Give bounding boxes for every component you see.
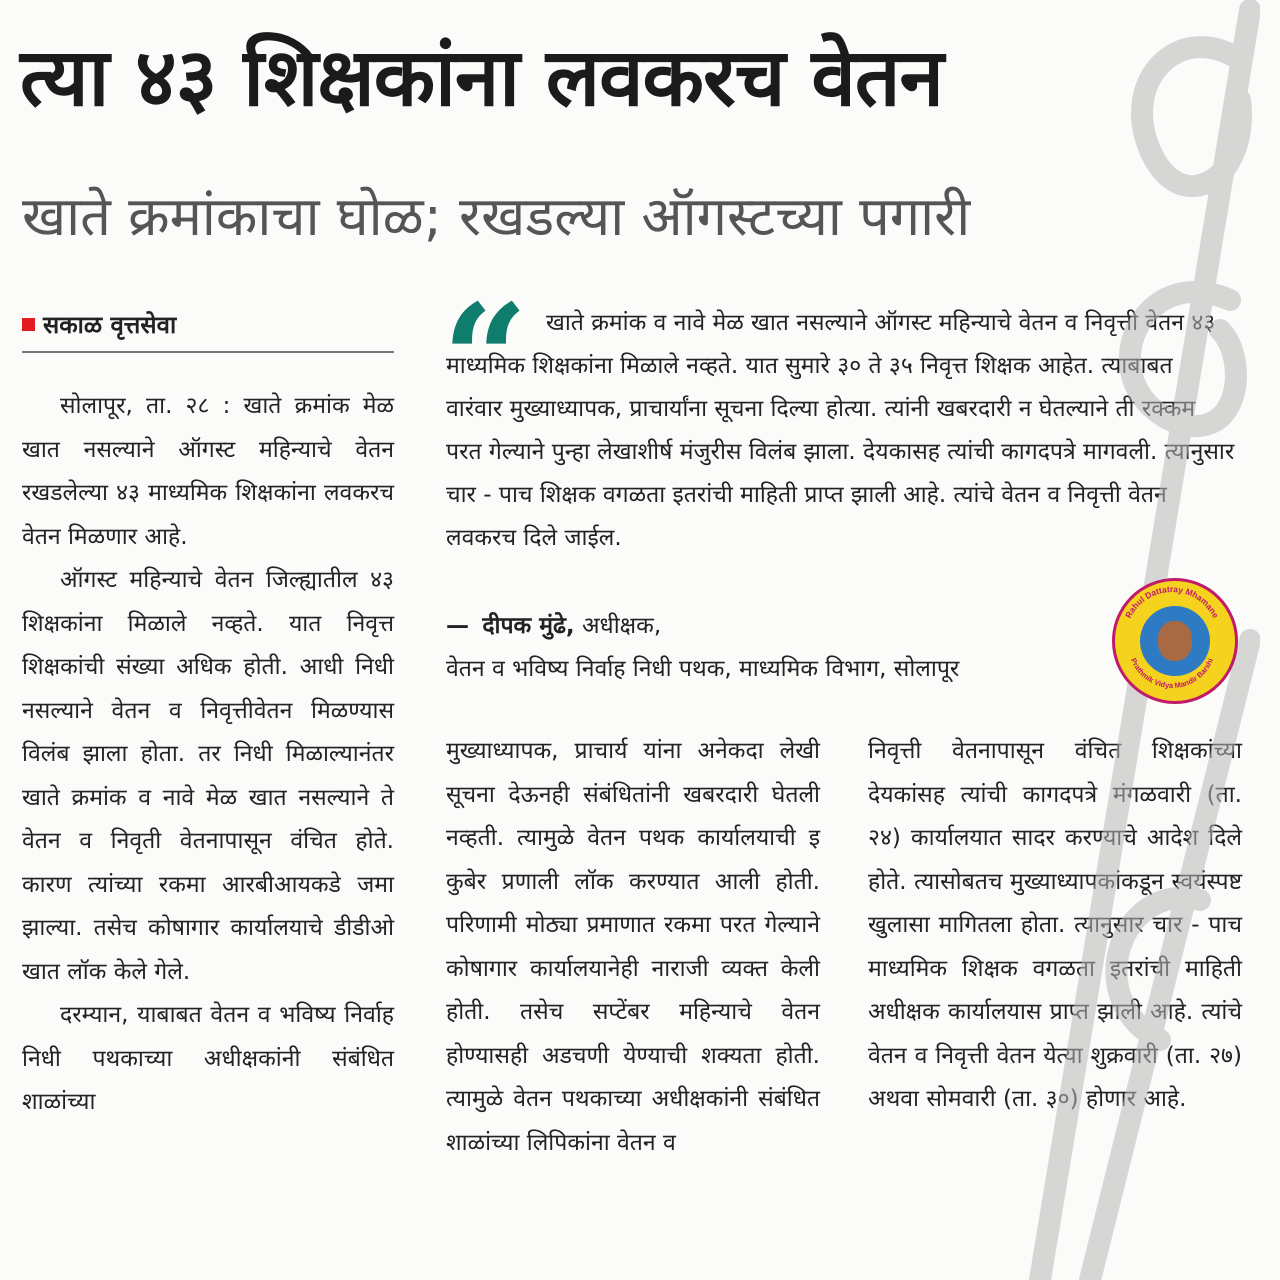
badge-top-text: Rahul Dattatray Mhamane — [1123, 583, 1221, 620]
paragraph: मुख्याध्यापक, प्राचार्य यांना अनेकदा लेखी सूचना देऊनही संबंधितांनी खबरदारी घेतली नव्हती. त्यामुळे वेतन पथक कार्यालयाची इ कुबेर प्रणाली लॉक करण्यात आली होती. परिणामी मोठ्या प्रमाणात रकमा परत गेल्याने कोषागार कार्यालयानेही नाराजी व्यक्त केली होती. तसेच सप्टेंबर महिन्याचे वेतन होण्यासही अडचणी येण्याची शक्यता होती. त्यामुळे वेतन पथकाच्या अधीक्षकांनी संबंधित शाळांच्या लिपिकांना वेतन व — [446, 738, 820, 1156]
pull-quote — [446, 302, 1236, 560]
badge-text — [1112, 578, 1232, 698]
paragraph: सोलापूर, ता. २८ : खाते क्रमांक मेळ खात नसल्याने ऑगस्ट महिन्याचे वेतन रखडलेल्या ४३ माध्यमिक शिक्षकांना लवकरच वेतन मिळणार आहे. — [22, 393, 394, 550]
byline — [22, 308, 394, 353]
byline-text: सकाळ वृत्तसेवा — [43, 311, 177, 339]
paragraph: दरम्यान, याबाबत वेतन व भविष्य निर्वाह निधी पथकाच्या अधीक्षकांनी संबंधित शाळांच्या — [22, 1002, 394, 1115]
article-column-3 — [868, 730, 1242, 1122]
attribution-name: दीपक मुंढे, — [482, 613, 575, 639]
pull-quote-text: खाते क्रमांक व नावे मेळ खात नसल्याने ऑगस्ट महिन्याचे वेतन व निवृत्ती वेतन ४३ माध्यमिक शिक्षकांना मिळाले नव्हते. यात सुमारे ३० ते ३५ निवृत्त शिक्षक आहेत. त्याबाबत वारंवार मुख्याध्यापक, प्राचार्यांना सूचना दिल्या होत्या. त्यांनी खबरदारी न घेतल्याने ती रक्कम परत गेल्याने पुन्हा लेखाशीर्ष मंजुरीस विलंब झाला. देयकासह त्यांची कागदपत्रे मागवली. त्यानुसार चार - पाच शिक्षक वगळता इतरांची माहिती प्राप्त झाली आहे. त्यांचे वेतन व निवृत्ती वेतन लवकरच दिले जाईल. — [446, 310, 1235, 551]
svg-text:Prathmik Vidya Mandir Barshi — [1129, 657, 1215, 690]
paragraph: ऑगस्ट महिन्याचे वेतन जिल्ह्यातील ४३ शिक्षकांना मिळाले नव्हते. यात निवृत्त शिक्षकांची संख्या अधिक होती. आधी निधी नसल्याने वेतन व निवृत्तीवेतन मिळण्यास विलंब झाला होता. तर निधी मिळाल्यानंतर खाते क्रमांक व नावे मेळ खात नसल्याने ते वेतन व निवृती वेतनापासून वंचित होते. कारण त्यांच्या रकमा आरबीआयकडे जमा झाल्या. तसेच कोषागार कार्यालयाचे डीडीओ खात लॉक केले गेले. — [22, 567, 394, 985]
badge-bottom-text: Prathmik Vidya Mandir Barshi — [1128, 656, 1216, 691]
attribution-role: अधीक्षक, — [581, 613, 662, 639]
quote-mark-icon: “ — [442, 272, 529, 448]
attribution-dash: — — [446, 613, 469, 639]
quote-attribution — [446, 605, 1146, 691]
red-square-icon — [22, 318, 35, 331]
paragraph: निवृत्ती वेतनापासून वंचित शिक्षकांच्या देयकांसह त्यांची कागदपत्रे मंगळवारी (ता. २४) कार्यालयात सादर करण्याचे आदेश दिले होते. त्यासोबतच मुख्याध्यापकांकडून स्वयंस्पष्ट खुलासा मागितला होता. त्यानुसार चार - पाच माध्यमिक शिक्षक वगळता इतरांची माहिती अधीक्षक कार्यालयास प्राप्त झाली आहे. त्यांचे वेतन व निवृत्ती वेतन येत्या शुक्रवारी (ता. २७) अथवा सोमवारी (ता. ३०) होणार आहे. — [868, 738, 1242, 1112]
article-column-1 — [22, 385, 394, 1125]
attribution-department: वेतन व भविष्य निर्वाह निधी पथक, माध्यमिक विभाग, सोलापूर — [446, 656, 960, 682]
subheadline: खाते क्रमांकाचा घोळ; रखडल्या ऑगस्टच्या पगारी — [22, 185, 971, 248]
headline: त्या ४३ शिक्षकांना लवकरच वेतन — [20, 31, 943, 124]
svg-text:Rahul Dattatray Mhamane — [1123, 584, 1221, 620]
article-column-2 — [446, 730, 820, 1165]
